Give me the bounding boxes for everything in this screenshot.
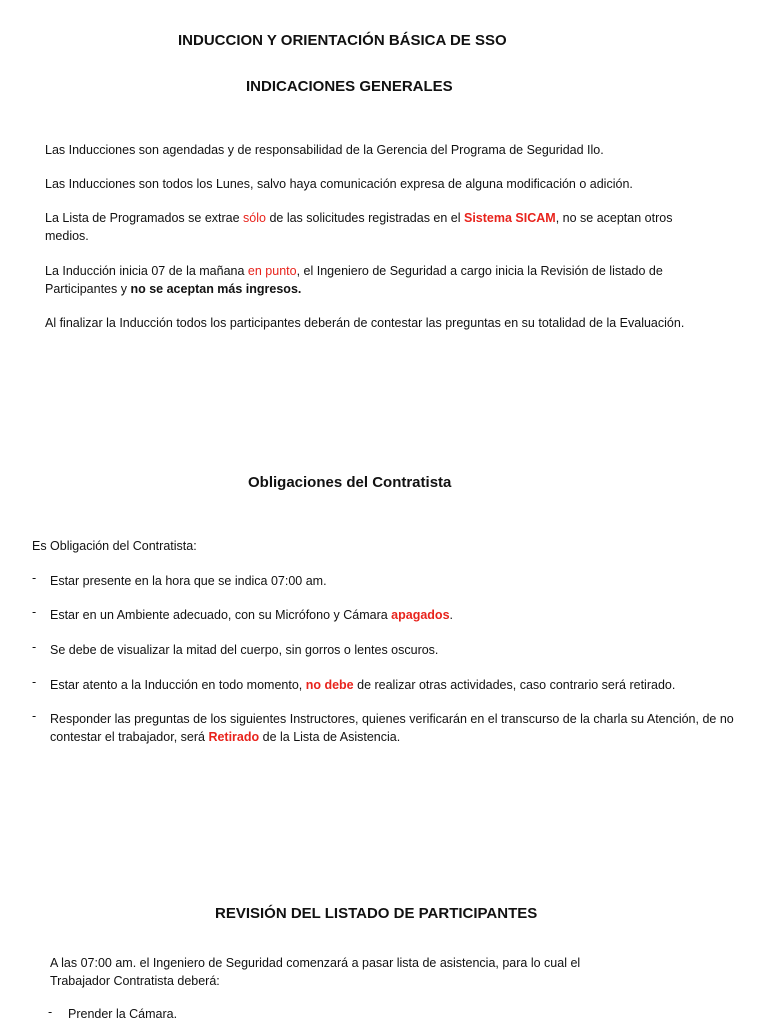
- text: de las solicitudes registradas en el: [265, 211, 464, 225]
- paragraph-evaluacion: Al finalizar la Inducción todos los participantes deberán de contestar las preguntas en su totalidad de la Evaluación.: [45, 316, 685, 330]
- text: de realizar otras actividades, caso contrario será retirado.: [353, 678, 676, 692]
- list-dash: -: [32, 605, 37, 619]
- text: La Lista de Programados se extrae: [45, 211, 244, 225]
- section-title-revision: REVISIÓN DEL LISTADO DE PARTICIPANTES: [215, 905, 538, 922]
- paragraph-inicio: [45, 262, 710, 298]
- list-item: [50, 710, 740, 746]
- list-dash: -: [32, 709, 37, 723]
- list-item: Se debe de visualizar la mitad del cuerpo, sin gorros o lentes oscuros.: [50, 643, 439, 657]
- obligaciones-intro: Es Obligación del Contratista:: [32, 539, 197, 553]
- emphasis-retirado: Retirado: [208, 730, 260, 744]
- text: , el Ingeniero de Seguridad a cargo inicia la Revisión de listado de Participantes y: [45, 264, 663, 296]
- text: Responder las preguntas de los siguientes Instructores, quienes verificarán en el transcurso de la charla su Atención, de no contestar el trabajador, será: [50, 712, 734, 744]
- section-title-obligaciones: Obligaciones del Contratista: [248, 474, 452, 491]
- emphasis-no-ingresos: no se aceptan más ingresos.: [130, 282, 302, 296]
- emphasis-sicam: Sistema SICAM: [464, 211, 556, 225]
- list-item: [50, 676, 740, 694]
- list-dash: -: [32, 675, 37, 689]
- text: de la Lista de Asistencia.: [259, 730, 401, 744]
- document-title: INDUCCION Y ORIENTACIÓN BÁSICA DE SSO: [178, 32, 507, 49]
- text: , no se aceptan otros medios.: [45, 211, 673, 243]
- text: .: [449, 608, 454, 622]
- section-title-indicaciones: INDICACIONES GENERALES: [246, 78, 453, 95]
- list-dash: -: [32, 640, 37, 654]
- emphasis-no-debe: no debe: [305, 678, 354, 692]
- text: Estar atento a la Inducción en todo momento,: [50, 678, 306, 692]
- list-item: [50, 606, 730, 624]
- emphasis-solo: sólo: [243, 211, 266, 225]
- revision-intro: A las 07:00 am. el Ingeniero de Seguridad comenzará a pasar lista de asistencia, para lo cual el Trabajador Contratista deberá:: [50, 956, 581, 988]
- paragraph-lunes: Las Inducciones son todos los Lunes, salvo haya comunicación expresa de alguna modificación o adición.: [45, 177, 633, 191]
- emphasis-en-punto: en punto: [247, 264, 297, 278]
- list-item: Estar presente en la hora que se indica 07:00 am.: [50, 574, 327, 588]
- list-item: Prender la Cámara.: [68, 1007, 178, 1021]
- paragraph-lista: [45, 209, 710, 245]
- paragraph-agendadas: Las Inducciones son agendadas y de responsabilidad de la Gerencia del Programa de Seguridad Ilo.: [45, 143, 604, 157]
- list-dash: -: [48, 1005, 53, 1019]
- text: La Inducción inicia 07 de la mañana: [45, 264, 248, 278]
- emphasis-apagados: apagados: [391, 608, 450, 622]
- list-dash: -: [32, 571, 37, 585]
- text: Estar en un Ambiente adecuado, con su Micrófono y Cámara: [50, 608, 392, 622]
